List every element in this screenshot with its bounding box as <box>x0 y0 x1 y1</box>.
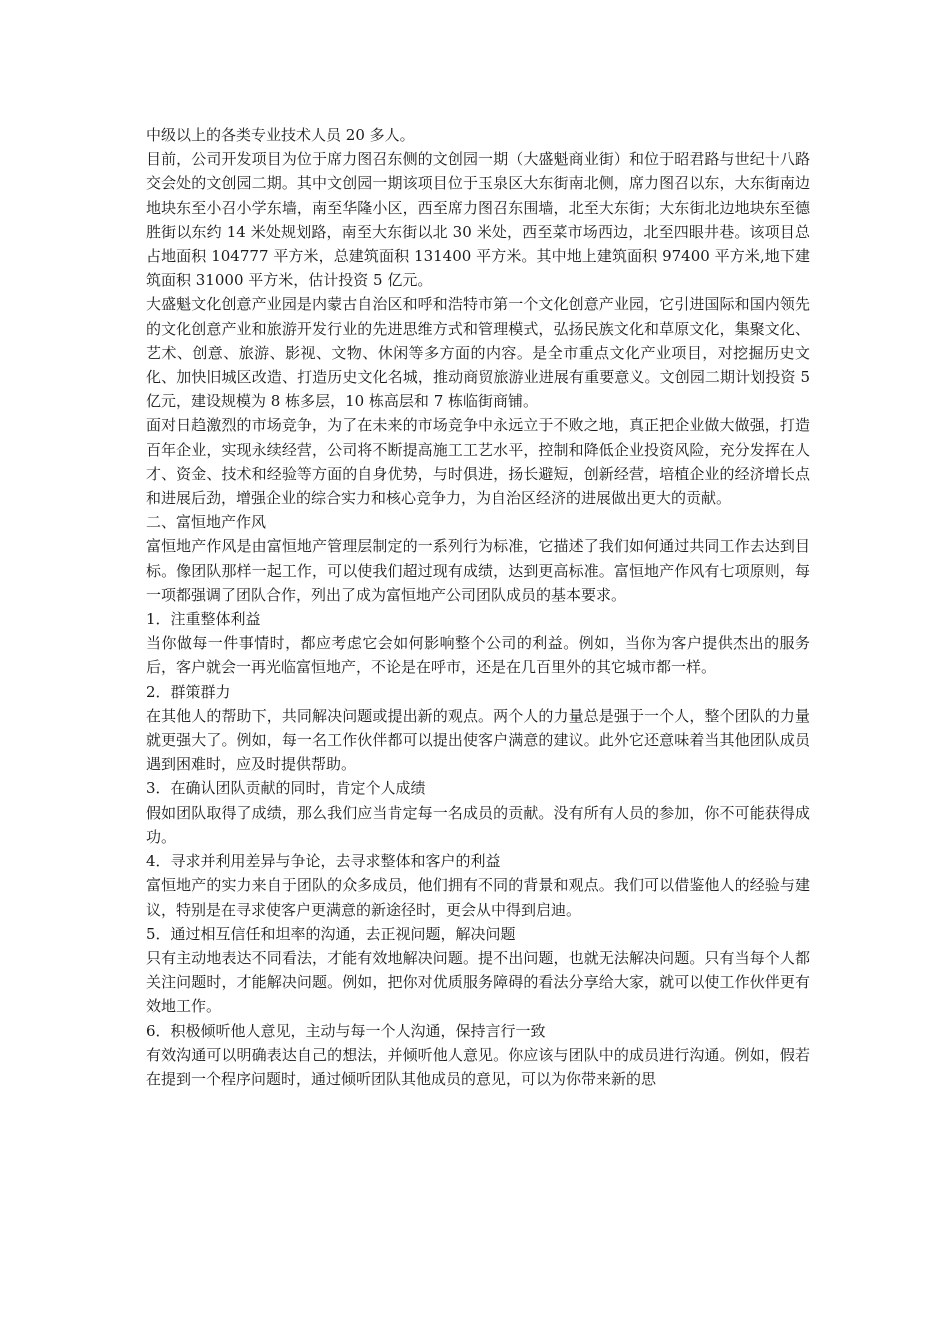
section-heading: 二、富恒地产作风 <box>146 513 267 532</box>
paragraph: 目前，公司开发项目为位于席力图召东侧的文创园一期（大盛魁商业街）和位于昭君路与世纪十八路交会处的文创园二期。其中文创园一期该项目位于玉泉区大东街南北侧，席力图召以东，大东街南边地块东至小召小学东墙，南至华隆小区，西至席力图召东围墙，北至大东街；大东街北边地块东至德胜街以东约 14 米处规划路，南至大东街以北 30 米处，西至菜市场西边，北至四眼井巷。该项目总占地面积 104777 平方米，总建筑面积 131400 平方米。其中地上建筑面积 97400 平方米,地下建筑面积 31000 平方米，估计投资 5 亿元。 <box>146 150 810 290</box>
paragraph: 大盛魁文化创意产业园是内蒙古自治区和呼和浩特市第一个文化创意产业园，它引进国际和国内领先的文化创意产业和旅游开发行业的先进思维方式和管理模式，弘扬民族文化和草原文化，集聚文化、艺术、创意、旅游、影视、文物、休闲等多方面的内容。是全市重点文化产业项目，对挖掘历史文化、加快旧城区改造、打造历史文化名城，推动商贸旅游业进展有重要意义。文创园二期计划投资 5 亿元，建设规模为 8 栋多层，10 栋高层和 7 栋临街商铺。 <box>146 295 810 411</box>
paragraph: 中级以上的各类专业技术人员 20 多人。 <box>146 126 415 144</box>
principle-heading: 6．积极倾听他人意见，主动与每一个人沟通，保持言行一致 <box>146 1021 546 1040</box>
principle-heading: 3．在确认团队贡献的同时，肯定个人成绩 <box>146 779 426 798</box>
paragraph: 当你做每一件事情时，都应考虑它会如何影响整个公司的利益。例如，当你为客户提供杰出的服务后，客户就会一再光临富恒地产，不论是在呼市，还是在几百里外的其它城市都一样。 <box>146 634 810 677</box>
paragraph: 富恒地产作风是由富恒地产管理层制定的一系列行为标准，它描述了我们如何通过共同工作去达到目标。像团队那样一起工作，可以使我们超过现有成绩，达到更高标准。富恒地产作风有七项原则，每一项都强调了团队合作，列出了成为富恒地产公司团队成员的基本要求。 <box>146 537 810 604</box>
principle-heading: 4．寻求并利用差异与争论，去寻求整体和客户的利益 <box>146 852 501 871</box>
principle-heading: 5．通过相互信任和坦率的沟通，去正视问题，解决问题 <box>146 924 516 943</box>
paragraph: 富恒地产的实力来自于团队的众多成员，他们拥有不同的背景和观点。我们可以借鉴他人的经验与建议，特别是在寻求使客户更满意的新途径时，更会从中得到启迪。 <box>146 876 810 919</box>
paragraph: 在其他人的帮助下，共同解决问题或提出新的观点。两个人的力量总是强于一个人，整个团队的力量就更强大了。例如，每一名工作伙伴都可以提出使客户满意的建议。此外它还意味着当其他团队成员遇到困难时，应及时提供帮助。 <box>146 706 810 774</box>
paragraph: 有效沟通可以明确表达自己的想法，并倾听他人意见。你应该与团队中的成员进行沟通。例如，假若在提到一个程序问题时，通过倾听团队其他成员的意见，可以为你带来新的思 <box>146 1045 810 1088</box>
paragraph: 只有主动地表达不同看法，才能有效地解决问题。提不出问题，也就无法解决问题。只有当每个人都关注问题时，才能解决问题。例如，把你对优质服务障碍的看法分享给大家，就可以使工作伙伴更有效地工作。 <box>146 948 810 1016</box>
paragraph: 面对日趋激烈的市场竞争，为了在未来的市场竞争中永远立于不败之地，真正把企业做大做强，打造百年企业，实现永续经营，公司将不断提高施工工艺水平，控制和降低企业投资风险，充分发挥在人才、资金、技术和经验等方面的自身优势，与时俱进，扬长避短，创新经营，培植企业的经济增长点和进展后劲，增强企业的综合实力和核心竞争力，为自治区经济的进展做出更大的贡献。 <box>146 416 810 508</box>
document-body <box>146 123 810 1091</box>
principle-heading: 1．注重整体利益 <box>146 610 261 629</box>
paragraph: 假如团队取得了成绩，那么我们应当肯定每一名成员的贡献。没有所有人员的参加，你不可能获得成功。 <box>146 803 810 846</box>
principle-heading: 2．群策群力 <box>146 682 231 701</box>
